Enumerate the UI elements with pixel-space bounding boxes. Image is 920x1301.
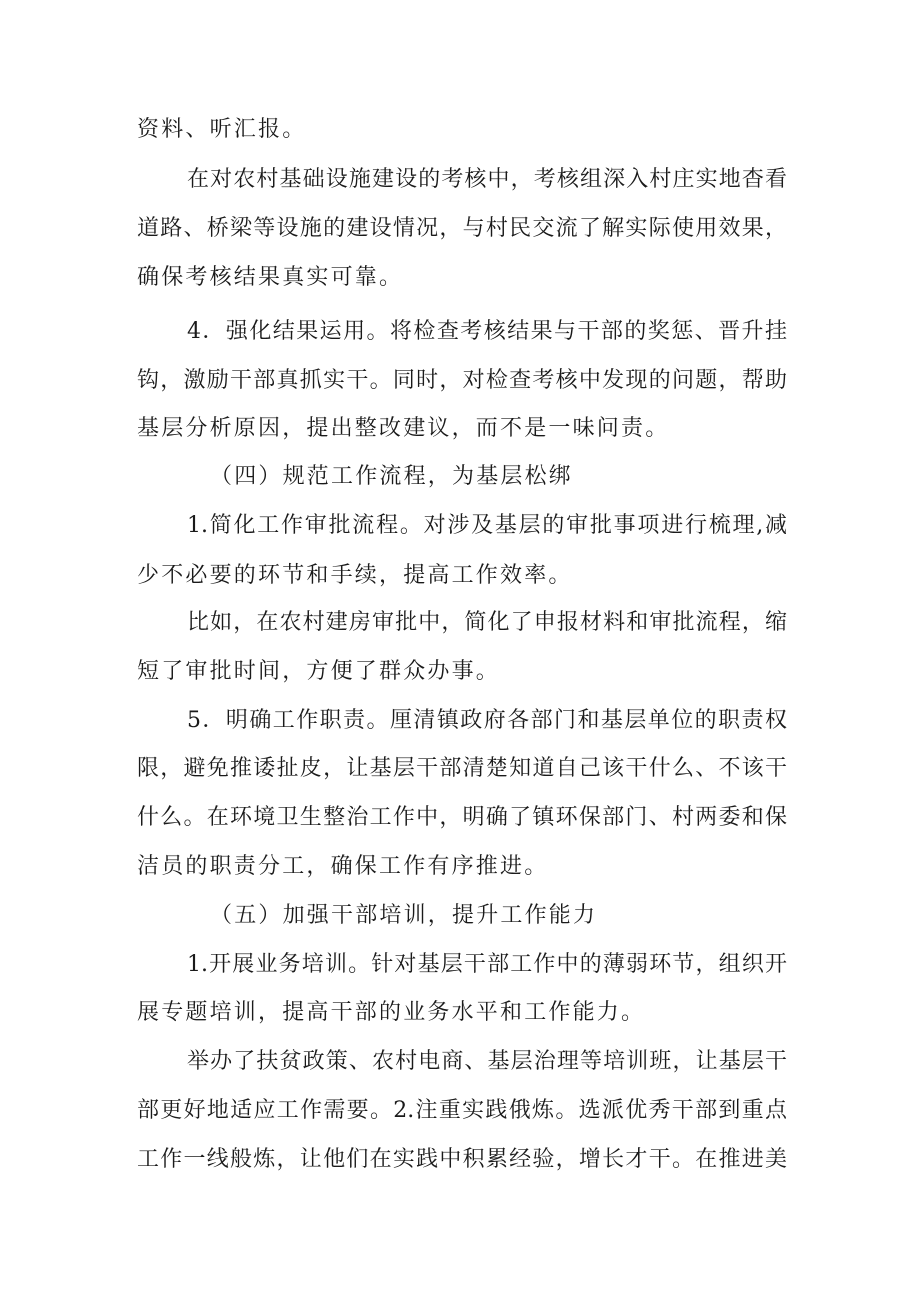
- text-line: 举办了扶贫政策、农村电商、基层治理等培训班，让基层干: [187, 1049, 787, 1074]
- text-line: 短了审批时间，方便了群众办事。: [137, 659, 501, 684]
- text-line: 在对农村基础设施建设的考核中，考核组深入村庄实地杳看: [187, 167, 787, 192]
- text-line: 4．强化结果运用。将检查考核结果与干部的奖惩、晋升挂: [187, 319, 787, 344]
- text-line: 部更好地适应工作需要。2.注重实践俄炼。选派优秀干部到重点: [137, 1098, 787, 1123]
- section-heading: （四）规范工作流程，为基层松绑: [210, 464, 574, 489]
- text-line: 确保考核结果真实可靠。: [137, 265, 404, 290]
- text-line: 1.开展业务培训。针对基层干部工作中的薄弱环节，组织开: [187, 952, 787, 977]
- text-line: 5．明确工作职责。厘清镇政府各部门和基层单位的职责权: [187, 708, 787, 733]
- text-line: 资料、听汇报。: [137, 117, 307, 142]
- section-heading: （五）加强干部培训，提升工作能力: [210, 903, 598, 928]
- text-line: 什么。在环境卫生整治工作中，明确了镇环保部门、村两委和保: [137, 805, 787, 830]
- text-line: 少不必要的环节和手续，提高工作效率。: [137, 563, 573, 588]
- text-line: 基层分析原因，提出整改建议，而不是一味问责。: [137, 416, 670, 441]
- text-line: 钩，激励干部真抓实干。同时，对检查考核中发现的问题，帮助: [137, 368, 787, 393]
- text-line: 展专题培训，提高干部的业务水平和工作能力。: [137, 1000, 646, 1025]
- text-line: 道路、桥梁等设施的建设情况，与村民交流了解实际使用效果，: [137, 216, 787, 241]
- text-line: 工作一线般炼，让他们在实践中积累经验，增长才干。在推进美: [137, 1147, 787, 1172]
- text-line: 1.简化工作审批流程。对涉及基层的审批事项进行梳理,减: [187, 513, 787, 538]
- text-line: 洁员的职责分工，确保工作有序推进。: [137, 854, 549, 879]
- text-line: 限，避免推诿扯皮，让基层干部清楚知道自己该干什么、不该干: [137, 756, 787, 781]
- text-line: 比如，在农村建房审批中，简化了申报材料和审批流程，缩: [187, 610, 787, 635]
